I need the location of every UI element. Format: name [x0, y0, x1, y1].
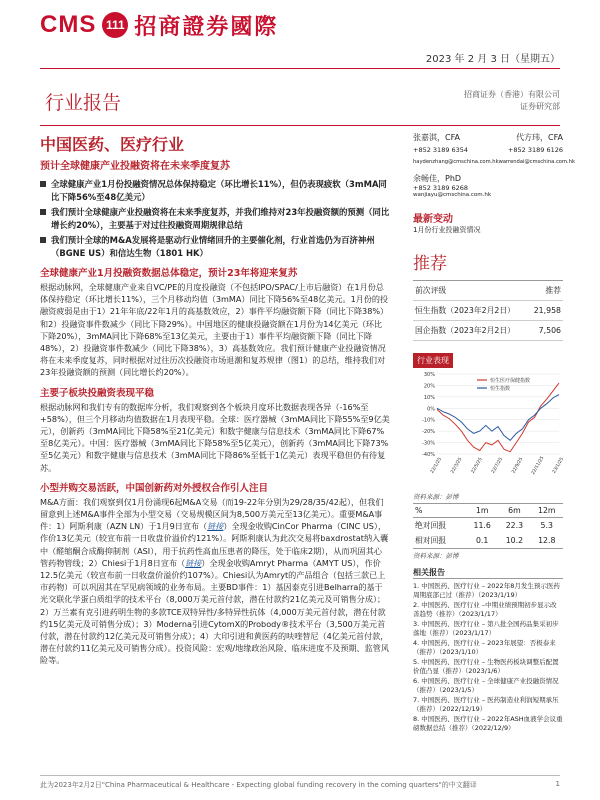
table-cell: 22.3 [505, 521, 524, 530]
related-reports-heading: 相关报告 [413, 568, 563, 579]
page-number: 1 [555, 780, 560, 788]
table-cell: 21,958 [528, 301, 563, 321]
table-cell: 前次评级 [413, 281, 528, 301]
table-cell: 绝对回报 [415, 521, 447, 530]
logo-text-cn: 招商證券國際 [134, 14, 279, 40]
y-tick-label: -40% [422, 452, 435, 458]
analyst-block [413, 173, 563, 198]
report-date: 2023 年 2 月 3 日（星期五） [425, 54, 560, 65]
chart-source: 资料来源：彭博 [413, 493, 459, 501]
table-cell: 12.8 [538, 536, 556, 545]
header-divider [40, 68, 560, 69]
table-row [413, 281, 563, 301]
key-point [40, 178, 390, 203]
table-cell: 恒生指数（2023年2月2日） [413, 301, 528, 321]
table-cell: 10.2 [505, 536, 524, 545]
recent-heading: 最新变动 [413, 214, 453, 225]
x-tick-label: 22/3/25 [450, 456, 464, 475]
x-tick-label: 22/5/25 [470, 456, 484, 475]
bullet-square-icon [40, 209, 46, 215]
key-point [40, 234, 390, 259]
table-cell: 11.6 [473, 521, 491, 530]
report-type: 行业报告 [45, 92, 122, 114]
analyst-email[interactable]: haydenzhang@cmschina.com.hk [413, 159, 499, 165]
table-row [413, 518, 563, 534]
performance-table [413, 503, 563, 549]
section-divider [40, 125, 560, 126]
page-title: 中国医药、医疗行业 [40, 135, 185, 154]
table-cell: 相对回报 [415, 536, 447, 545]
key-point-text: 我们预计全球的M&A发展将是驱动行业情绪回升的主要催化剂，行业首选仍为百济神州（BGNE US）和信达生物（1801 HK） [51, 235, 375, 258]
brand-logo [40, 8, 480, 42]
para-text: ）全现金收购Amryt Pharma（AMYT US），作价12.5亿美元（较宣布前一日收盘价溢价约107%）。Chiesi认为Amryt的产品组合（包括三款已上市药物）可以巩固其在罕见病领域的业务布局。主要BD事件：1）基因泰克引进Belharra的基于光交联化学蛋白质组学的技术平台（8,000万美元首付款，潜在付款约21亿美元及可销售分成）；2）万兰素有克引进药明生物的多款TCE双特异性/多特异性抗体（4,000万美元首付款，潜在付款约15亿美元及可销售分成）；3）Moderna引进CytomX的Probody®技术平台（3,500万美元首付款，潜在付款约12亿美元及可销售分成）；4）大印引进和黄医药的呋喹替尼（4亿美元首付款，潜在付款约11亿美元及可销售分成）。投资风险：宏观/地缘政治风险、临床进度不及预期、监管风险等。 [40, 557, 389, 666]
org-line-1: 招商证券（香港）有限公司 [464, 90, 560, 99]
y-tick-label: -10% [422, 417, 435, 424]
analyst-email[interactable]: warrendai@cmschina.com.hk [498, 159, 575, 165]
analyst-name: 余畅佳，PhD [413, 174, 462, 183]
x-tick-label: 22/7/25 [491, 456, 505, 475]
table-cell: 0.1 [475, 536, 489, 545]
x-tick-label: 22/1/25 [430, 456, 444, 475]
y-tick-label: -20% [422, 429, 435, 436]
table-header: 6m [508, 506, 521, 515]
index-table [413, 280, 563, 341]
table-header: % [415, 506, 423, 515]
source-link[interactable]: 链接 [207, 521, 224, 532]
organization [464, 89, 560, 113]
related-reports [413, 568, 563, 734]
section-paragraph [40, 496, 390, 667]
x-tick-label: 22/11/25 [531, 455, 546, 476]
series-line [437, 395, 559, 441]
analyst-phone: +852 3189 6126 [507, 146, 563, 154]
key-point-text: 我们预计全球健康产业投融资将在未来季度复苏，并我们维持对23年投融资额的预测（同比增长约20%），主要基于对过往投融资周期规律总结 [51, 207, 390, 230]
section-heading: 小型并购交易活跃，中国创新药对外授权合作引人注目 [40, 482, 269, 494]
sidebar [413, 132, 575, 734]
report-link[interactable]: 5. 中国医药、医疗行业 – 生物医药板块调整后配置价值凸显（推荐）（2023/1/6） [413, 657, 559, 675]
table-cell: 5.3 [540, 521, 553, 530]
chart-canvas [413, 368, 566, 488]
performance-chart [413, 353, 566, 501]
y-tick-label: 0% [427, 406, 435, 413]
analyst-emails [413, 156, 575, 168]
y-tick-label: 30% [423, 372, 435, 378]
main-content [40, 132, 390, 667]
report-link[interactable]: 4. 中国医药、医疗行业 – 2023年展望：否极泰来（推荐）（2023/1/10） [413, 638, 556, 656]
page-footer [40, 775, 560, 790]
analyst-phone: +852 3189 6268 [413, 184, 469, 192]
chart-title: 行业表现 [413, 353, 453, 368]
y-tick-label: 10% [423, 394, 435, 401]
table-cell: 国企指数（2023年2月2日） [413, 321, 528, 341]
section-heading: 全球健康产业1月投融资数据总体稳定，预计23年将迎来复苏 [40, 268, 298, 279]
table-header: 12m [537, 506, 556, 515]
key-point-text: 全球健康产业1月份投融资情况总体保持稳定（环比增长11%），但仍表现疲软（3mMA同比下降56%至48亿美元） [51, 179, 387, 202]
table-source: 资料来源：彭博 [413, 552, 459, 560]
table-row [413, 504, 563, 518]
analyst-name: 代方玮，CFA [516, 133, 563, 142]
y-tick-label: 20% [423, 383, 435, 390]
report-link[interactable]: 7. 中国医药、医疗行业 – 医药制造业利润短期承压（推荐）（2022/12/19） [413, 695, 559, 713]
legend-label: 恒生指数 [490, 386, 511, 392]
section-paragraph: 根据动脉网和我们专有的数据库分析，我们观察到各个板块月度环比数据表现各异（-16%至+58%），但三个月移动均值数据在1月表现平稳。全球：医疗器械（3mMA同比下降55%至9亿美元），创新药（3mMA同比下降58%至21亿美元）和数字健康与信息技术（3mMA同比下降67%至8亿美元）。中国：医疗器械（3mMA同比下降58%至5亿美元），创新药（3mMA同比下降73%至5亿美元）和数字健康与信息技术（3mMA同比下降86%至低于1亿美元）表现平稳但仍有待复苏。 [40, 401, 390, 473]
report-link[interactable]: 2. 中国医药、医疗行业 –中期业绩预期初步显示改善趋势（推荐）（2023/1/17） [413, 600, 557, 618]
x-tick-label: 22/9/25 [511, 456, 525, 475]
logo-text-en: CMS [40, 11, 97, 38]
analyst-phone: +852 3189 6354 [413, 146, 469, 154]
logo-mark: 111 [102, 12, 128, 38]
para-text: M&A方面：我们观察到仅1月份涌现6起M&A交易（而19-22年分别为29/28/35/42起），但我们留意到上述M&A事件全部为小型交易（交易规模区间为8,500万美元至13亿美元）。重要M&A事件：1）阿斯利康（AZN LN）于1月9日宣布（ [40, 496, 384, 532]
legend-label: 恒生医疗保健指数 [490, 378, 531, 384]
table-row [413, 301, 563, 321]
table-row [413, 533, 563, 549]
page-subtitle: 预计全球健康产业投融资将在未来季度复苏 [40, 161, 230, 172]
report-link[interactable]: 1. 中国医药、医疗行业 – 2022年8月发生预示医药周期底部已过（推荐）（2023/1/19） [413, 581, 560, 599]
footer-note: 此为2023年2月2日"China Pharmaceutical & Healthcare - Expecting global funding recovery in the coming quarters"的中文翻译 [40, 781, 477, 789]
report-link[interactable]: 6. 中国医药、医疗行业 – 全球健康产业投融资情况（推荐）（2023/1/5） [413, 676, 559, 694]
x-tick-label: 23/1/25 [552, 456, 566, 475]
bullet-square-icon [40, 181, 46, 187]
org-line-2: 证券研究部 [520, 102, 560, 111]
table-row [413, 321, 563, 341]
key-point [40, 206, 390, 231]
analyst-phones [413, 144, 563, 156]
source-link[interactable]: 链接 [185, 557, 202, 568]
table-cell: 7,506 [528, 321, 563, 341]
table-cell: 推荐 [528, 281, 563, 301]
recent-text: 1月份行业投融资情况 [413, 226, 481, 234]
section-heading: 主要子板块投融资表现平稳 [40, 387, 155, 399]
report-link[interactable]: 3. 中国医药、医疗行业 – 第八批全国药品集采初步落地（推荐）（2023/1/17） [413, 619, 559, 637]
analyst-names [413, 132, 563, 144]
report-link[interactable]: 8. 中国医药、医疗行业 – 2022年ASH血液学会议重磅数据总结（推荐）（2022/12/9） [413, 714, 563, 732]
para-text: ）全现金收购CinCor Pharma（CINC US），作价13亿美元（较宣布前一日收盘价溢价约121%）。阿斯利康认为此次交易将baxdrostat纳入囊中（醛缩酮合成酶抑制剂（ASI），用于抗药性高血压患者的降压，处于临床2期），从而巩固其心管药物管线；2）Chiesi于1月8日宣布（ [40, 521, 389, 568]
table-header: 1m [475, 506, 489, 515]
bullet-square-icon [40, 237, 46, 243]
analyst-email[interactable]: wanjiayu@cmschina.com.hk [413, 192, 492, 198]
section-paragraph: 根据动脉网，全球健康产业来自VC/PE的月度投融资（不包括IPO/SPAC/上市后融资）在1月份总体保持稳定（环比增长11%），三个月移动均值（3mMA）同比下降56%至48亿美元。1月份的投融资疲弱是由于1）21年年底/22年1月的高基数效应，2）事件平均融资额下降（同比下降38%）和2）投融资事件数减少（同比下降29%）。中国地区的健康投融资额在1月份为14亿美元（环比下降20%），3mMA同比下降68%至13亿美元，主要由于1）事件平均融资额下降（同比下降48%），2）投融资事件数减少（同比下降38%），3）高基数效应。我们预计健康产业投融资情况将在未来季度复苏，同时根据对过往历次投融资市场退潮和复苏规律（图1）的总结，维持我们对23年投融资额的预测（同比增长约20%）。 [40, 282, 389, 378]
analyst-name: 张嘉淇，CFA [413, 133, 460, 142]
rating-title: 推荐 [413, 254, 447, 274]
y-tick-label: -30% [422, 440, 435, 447]
